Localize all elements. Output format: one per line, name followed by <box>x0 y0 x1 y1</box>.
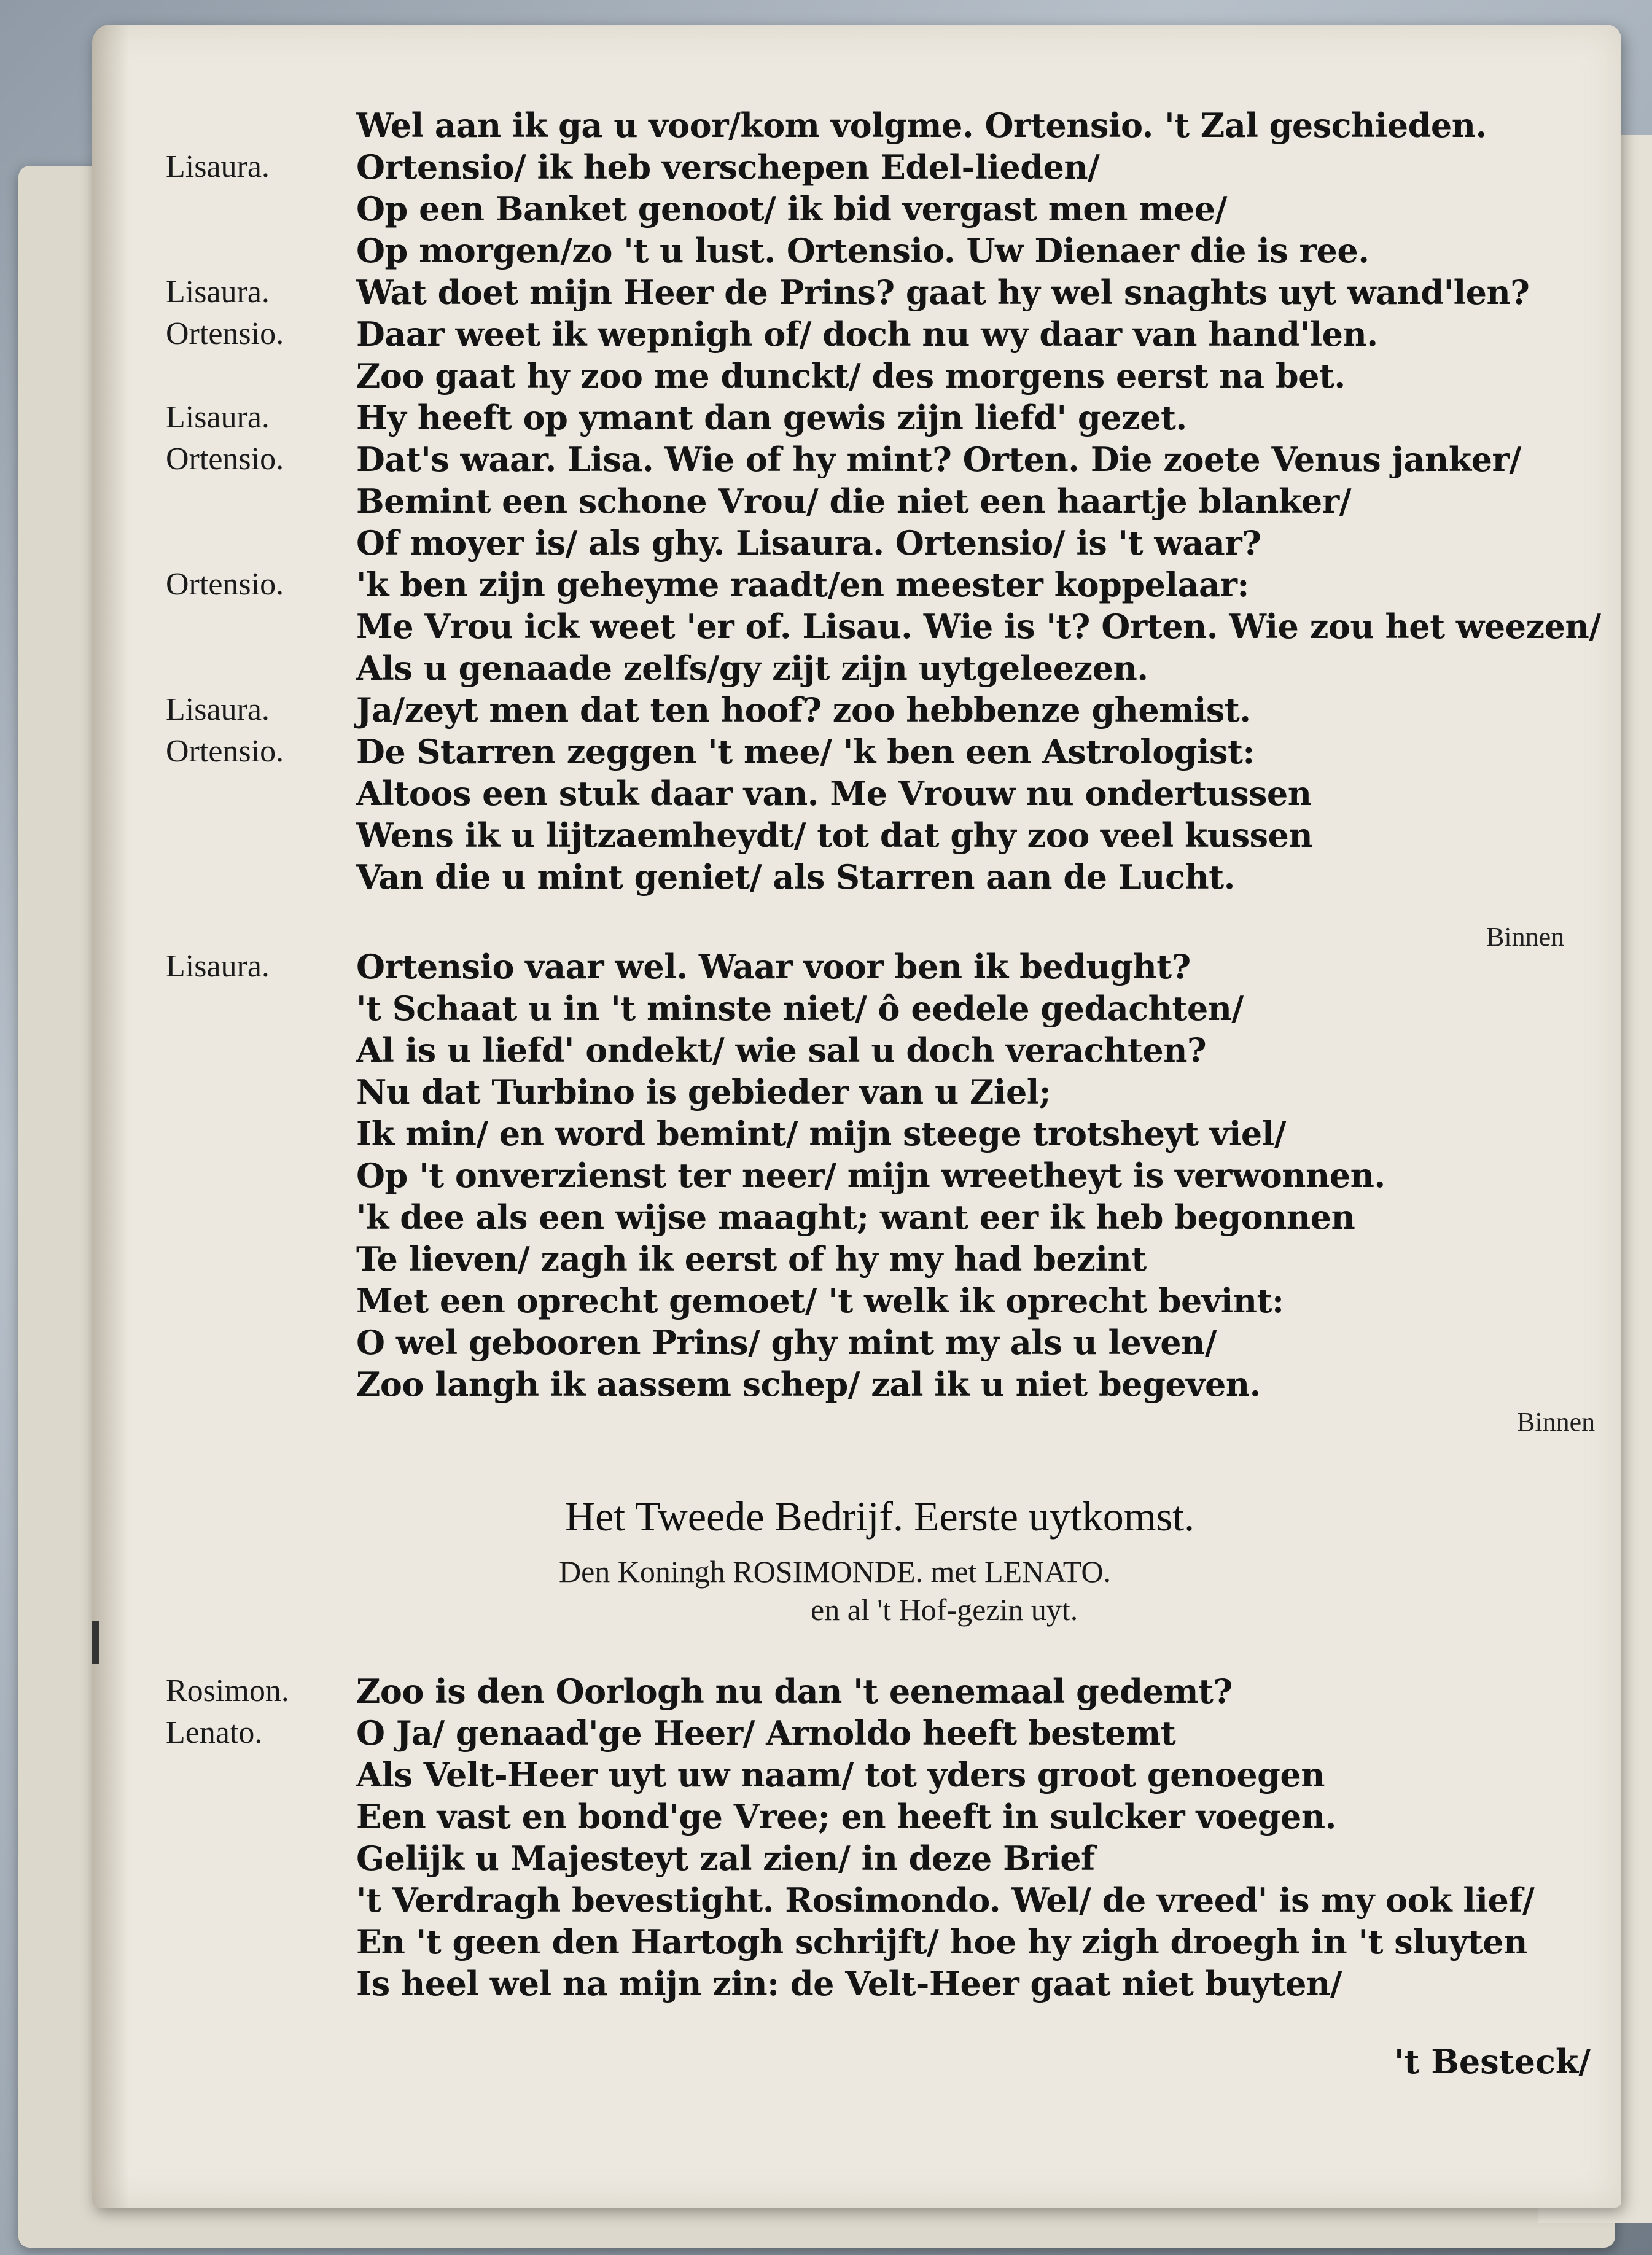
verse-line <box>92 606 1621 647</box>
verse-text: Hy heeft op ymant dan gewis zijn liefd' gezet. <box>356 398 1187 437</box>
verse-line <box>92 1921 1621 1963</box>
verse-text: Al is u liefd' ondekt/ wie sal u doch verachten? <box>356 1030 1207 1070</box>
verse-text: Op 't onverzienst ter neer/ mijn wreetheyt is verwonnen. <box>356 1156 1385 1195</box>
verse-line <box>92 987 1621 1029</box>
verse-text: Als u genaade zelfs/gy zijt zijn uytgeleezen. <box>356 648 1148 688</box>
verse-text: Een vast en bond'ge Vree; en heeft in sulcker voegen. <box>356 1797 1336 1836</box>
verse-text: Zoo is den Oorlogh nu dan 't eenemaal gedemt? <box>356 1672 1233 1711</box>
scene-one-dialogue <box>92 104 1621 898</box>
verse-text: O Ja/ genaad'ge Heer/ Arnoldo heeft bestemt <box>356 1713 1176 1753</box>
verse-text: 'k dee als een wijse maaght; want eer ik heb begonnen <box>356 1198 1355 1237</box>
verse-text: Op een Banket genoot/ ik bid vergast men mee/ <box>356 189 1227 228</box>
stage-direction: Binnen <box>1517 1407 1596 1437</box>
verse-line <box>92 1796 1621 1837</box>
verse-line <box>92 773 1621 814</box>
verse-text: Daar weet ik wepnigh of/ doch nu wy daar van hand'len. <box>356 314 1378 354</box>
verse-text: Ik min/ en word bemint/ mijn steege trotsheyt viel/ <box>356 1114 1287 1153</box>
speaker-name: Rosimon. <box>166 1673 289 1708</box>
verse-line <box>92 1754 1621 1796</box>
verse-text: Van die u mint geniet/ als Starren aan de Lucht. <box>356 857 1235 897</box>
cast-line: en al 't Hof-gezin uyt. <box>811 1592 1078 1627</box>
scene-two-dialogue <box>92 946 1621 1405</box>
verse-line <box>92 1196 1621 1238</box>
verse-line <box>92 1670 1621 1712</box>
verse-line <box>92 522 1621 564</box>
verse-line <box>92 1071 1621 1113</box>
speaker-name: Ortensio. <box>166 442 284 477</box>
verse-text: Ja/zeyt men dat ten hoof? zoo hebbenze ghemist. <box>356 690 1251 730</box>
verse-line <box>92 480 1621 522</box>
verse-line <box>92 564 1621 606</box>
verse-text: Ortensio vaar wel. Waar voor ben ik bedught? <box>356 947 1191 986</box>
verse-text: Op morgen/zo 't u lust. Ortensio. Uw Dienaer die is ree. <box>356 231 1370 270</box>
speaker-name: Ortensio. <box>166 567 284 602</box>
speaker-name: Lenato. <box>166 1715 263 1750</box>
scene-three-dialogue <box>92 1670 1621 2004</box>
verse-line <box>92 1155 1621 1196</box>
verse-line <box>92 438 1621 480</box>
verse-line <box>92 647 1621 689</box>
speaker-name: Lisaura. <box>166 149 270 184</box>
verse-text: Of moyer is/ als ghy. Lisaura. Ortensio/ is 't waar? <box>356 523 1261 563</box>
verse-line <box>92 355 1621 397</box>
verse-text: Altoos een stuk daar van. Me Vrouw nu ondertussen <box>356 774 1312 813</box>
verse-line <box>92 946 1621 987</box>
verse-text: O wel gebooren Prins/ ghy mint my als u leven/ <box>356 1323 1217 1362</box>
catchword: 't Besteck/ <box>1394 2042 1591 2081</box>
verse-text: 't Schaat u in 't minste niet/ ô eedele gedachten/ <box>356 989 1244 1028</box>
verse-text: Me Vrou ick weet 'er of. Lisau. Wie is 't? Orten. Wie zou het weezen/ <box>356 607 1601 646</box>
stage-direction: Binnen <box>1486 922 1565 952</box>
verse-line <box>92 856 1621 898</box>
verse-text: 'k ben zijn geheyme raadt/en meester koppelaar: <box>356 565 1249 604</box>
verse-text: Te lieven/ zagh ik eerst of hy my had bezint <box>356 1239 1147 1279</box>
verse-line <box>92 1280 1621 1322</box>
verse-line <box>92 731 1621 773</box>
verse-line <box>92 104 1621 146</box>
verse-text: Zoo gaat hy zoo me dunckt/ des morgens eerst na bet. <box>356 356 1346 395</box>
verse-line <box>92 397 1621 438</box>
speaker-name: Lisaura. <box>166 692 270 727</box>
verse-line <box>92 1963 1621 2004</box>
verse-line <box>92 313 1621 355</box>
verse-line <box>92 1363 1621 1405</box>
verse-line <box>92 689 1621 731</box>
speaker-name: Lisaura. <box>166 949 270 984</box>
verse-text: Ortensio/ ik heb verschepen Edel-lieden/ <box>356 147 1100 187</box>
verse-text: Met een oprecht gemoet/ 't welk ik oprecht bevint: <box>356 1281 1284 1320</box>
verse-line <box>92 1238 1621 1280</box>
speaker-name: Ortensio. <box>166 734 284 769</box>
verse-text: Bemint een schone Vrou/ die niet een haartje blanker/ <box>356 481 1351 521</box>
verse-text: Wel aan ik ga u voor/kom volgme. Ortensio. 't Zal geschieden. <box>356 106 1487 145</box>
act-heading: Het Tweede Bedrijf. Eerste uytkomst. <box>565 1493 1195 1540</box>
verse-text: Wens ik u lijtzaemheydt/ tot dat ghy zoo veel kussen <box>356 816 1313 855</box>
speaker-name: Lisaura. <box>166 275 270 310</box>
verse-line <box>92 1879 1621 1921</box>
verse-text: Gelijk u Majesteyt zal zien/ in deze Brief <box>356 1839 1095 1878</box>
verse-text: Nu dat Turbino is gebieder van u Ziel; <box>356 1072 1051 1112</box>
verse-line <box>92 1113 1621 1155</box>
verse-line <box>92 1322 1621 1363</box>
verse-line <box>92 230 1621 271</box>
verse-text: Dat's waar. Lisa. Wie of hy mint? Orten. Die zoete Venus janker/ <box>356 440 1521 479</box>
verse-text: Is heel wel na mijn zin: de Velt-Heer gaat niet buyten/ <box>356 1964 1342 2003</box>
verse-text: Als Velt-Heer uyt uw naam/ tot yders groot genoegen <box>356 1755 1325 1794</box>
verse-line <box>92 271 1621 313</box>
cast-line: Den Koningh ROSIMONDE. met LENATO. <box>559 1554 1112 1589</box>
margin-mark <box>92 1621 99 1664</box>
verse-text: 't Verdragh bevestight. Rosimondo. Wel/ de vreed' is my ook lief/ <box>356 1880 1535 1920</box>
verse-text: De Starren zeggen 't mee/ 'k ben een Astrologist: <box>356 732 1255 771</box>
verse-line <box>92 146 1621 188</box>
verse-line <box>92 188 1621 230</box>
verse-text: Wat doet mijn Heer de Prins? gaat hy wel snaghts uyt wand'len? <box>356 273 1530 312</box>
book-page <box>92 25 1621 2208</box>
verse-line <box>92 1712 1621 1754</box>
verse-text: En 't geen den Hartogh schrijft/ hoe hy zigh droegh in 't sluyten <box>356 1922 1527 1961</box>
verse-line <box>92 1029 1621 1071</box>
verse-line <box>92 814 1621 856</box>
speaker-name: Ortensio. <box>166 316 284 351</box>
verse-line <box>92 1837 1621 1879</box>
verse-text: Zoo langh ik aassem schep/ zal ik u niet begeven. <box>356 1365 1261 1404</box>
speaker-name: Lisaura. <box>166 400 270 435</box>
